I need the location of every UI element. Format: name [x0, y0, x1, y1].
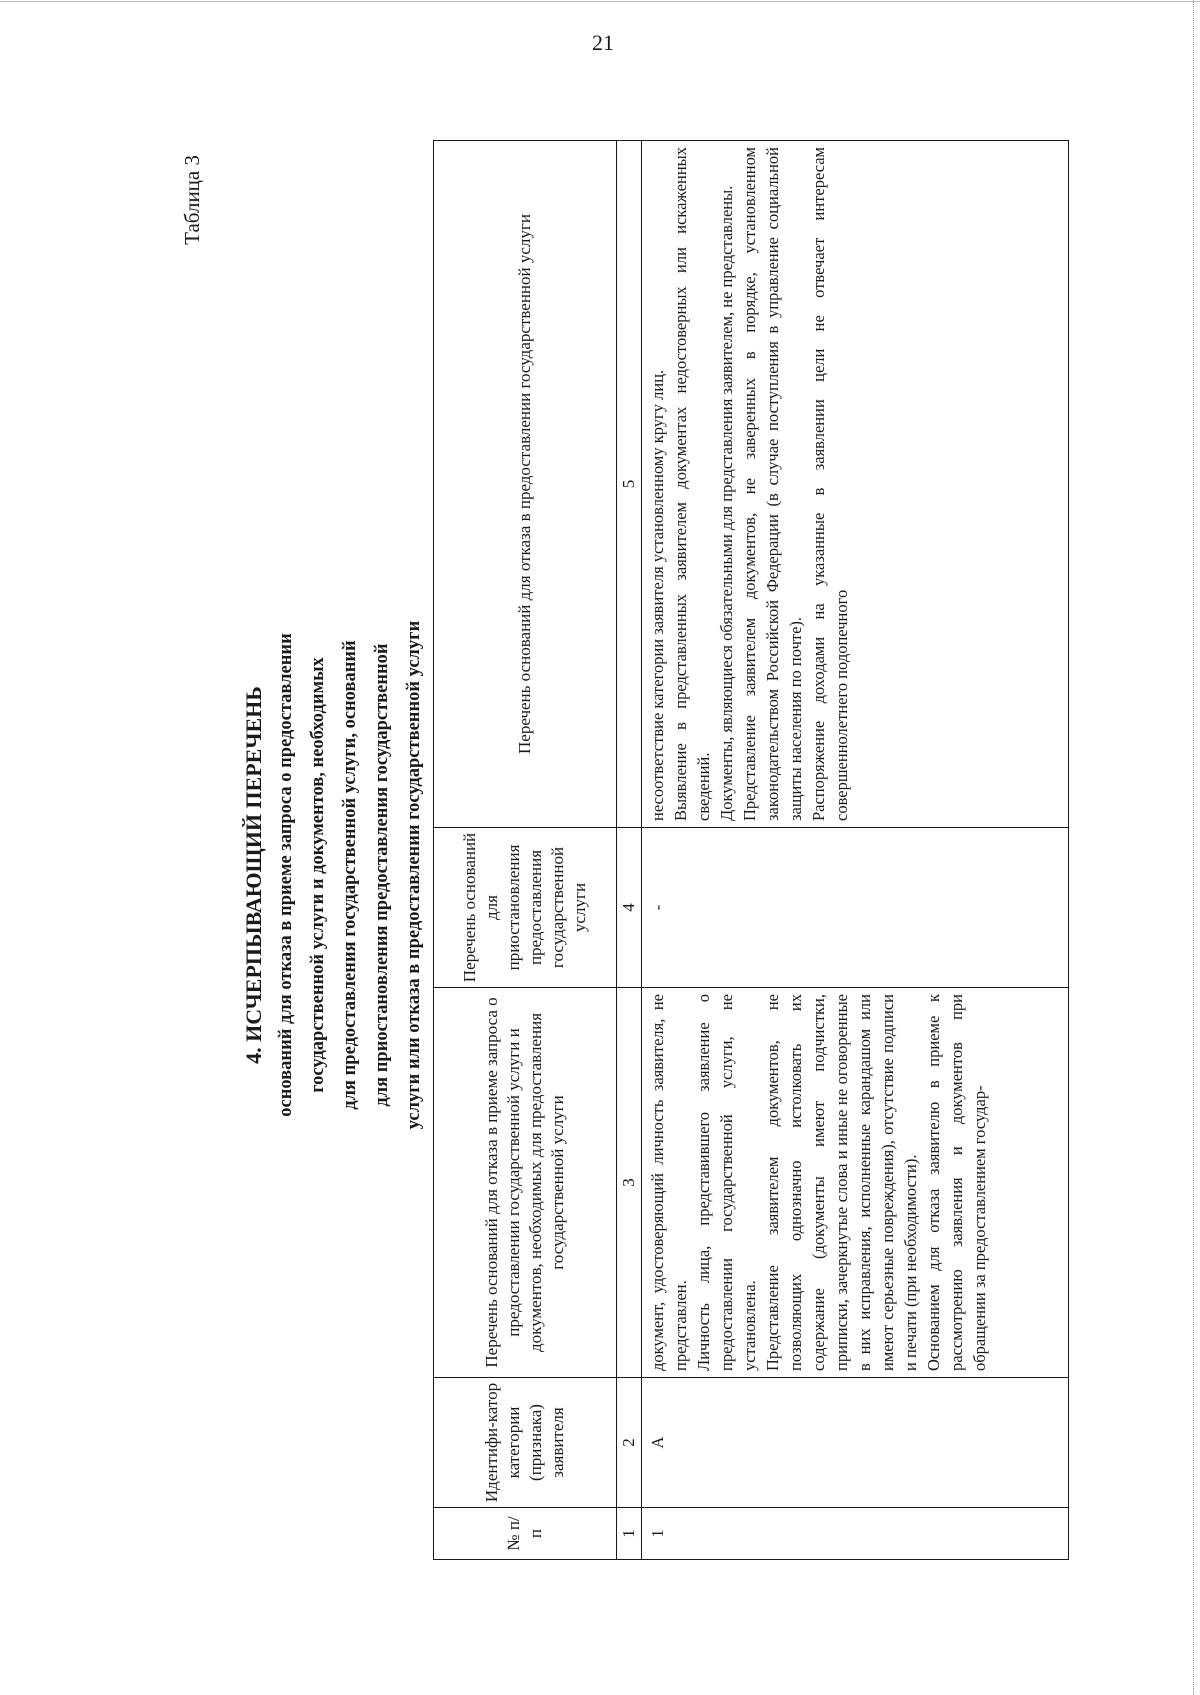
- refusal-grounds-table: [433, 140, 1069, 1560]
- column-number: 2: [617, 1378, 642, 1508]
- title-line: оснований для отказа в приеме запроса о предоставлении: [276, 633, 296, 1117]
- header-row: [434, 141, 617, 1560]
- row-reception-refusal-grounds: [642, 988, 1069, 1378]
- paragraph: Документы, являющиеся обязательными для представления заявителем, не представлены.: [717, 185, 736, 821]
- page-number: 21: [592, 30, 614, 55]
- paragraph: Представление заявителем документов, не позволяющих однозначно истолковать их содержание (документы имеют подчистки, приписки, зачеркнутые слова и иные не оговоренные в них исправления, исполненные карандашом или имеют серьезные повреждения), отсутствие подписи и печати (при необходимости).: [763, 994, 920, 1371]
- column-number: 5: [617, 141, 642, 828]
- header-reception-refusal: Перечень оснований для отказа в приеме запроса о предоставлении государственной услуги и документов, необходимых для предоставления государственной услуги: [434, 988, 617, 1378]
- title-line: для предоставления государственной услуги, оснований: [340, 640, 360, 1110]
- header-category: Идентифи-катор категории (признака) заявителя: [434, 1378, 617, 1508]
- column-number: 1: [617, 1508, 642, 1560]
- header-num: № п/п: [434, 1508, 617, 1560]
- paragraph: несоответствие категории заявителя установленному кругу лиц.: [648, 369, 667, 821]
- column-number-row: [617, 141, 642, 1560]
- row-service-refusal-grounds: [642, 141, 1069, 828]
- rotated-content: [180, 130, 1190, 1620]
- title-main: 4. ИСЧЕРПЫВАЮЩИЙ ПЕРЕЧЕНЬ: [241, 686, 266, 1064]
- paragraph: Распоряжение доходами на указанные в заявлении цели не отвечает интересам совершеннолетнего подопечного: [809, 147, 851, 821]
- row-suspension-grounds: -: [642, 828, 1069, 988]
- row-category: А: [642, 1378, 1069, 1508]
- column-number: 4: [617, 828, 642, 988]
- paragraph: документ, удостоверяющий личность заявителя, не представлен.: [648, 994, 690, 1371]
- scan-edge-dots: [1193, 0, 1194, 1695]
- title-line: для приостановления предоставления государственной: [372, 643, 392, 1107]
- header-service-refusal: Перечень оснований для отказа в предоставлении государственной услуги: [434, 141, 617, 828]
- paragraph: Личность лица, представившего заявление о предоставлении государственной услуги, не установлена.: [694, 994, 759, 1371]
- paragraph: Основанием для отказа заявителю в приеме к рассмотрению заявления и документов при обращении за предоставлением государ-: [924, 994, 989, 1371]
- table-caption: Таблица 3: [180, 155, 204, 245]
- title-line: услуги или отказа в предоставлении государственной услуги: [404, 620, 424, 1130]
- title-line: государственной услуги и документов, необходимых: [308, 657, 328, 1093]
- header-suspension: Перечень оснований для приостановления предоставления государственной услуги: [434, 828, 617, 988]
- paragraph: Представление заявителем документов, не заверенных в порядке, установленном законодательством Российской Федерации (в случае поступления в управление социальной защиты населения по почте).: [740, 147, 805, 821]
- section-title: [238, 130, 430, 1620]
- column-number: 3: [617, 988, 642, 1378]
- scan-edge-top: [0, 1, 1200, 2]
- table-row: [642, 141, 1069, 1560]
- row-number: 1: [642, 1508, 1069, 1560]
- paragraph: Выявление в представленных заявителем документах недостоверных или искаженных сведений.: [671, 147, 713, 821]
